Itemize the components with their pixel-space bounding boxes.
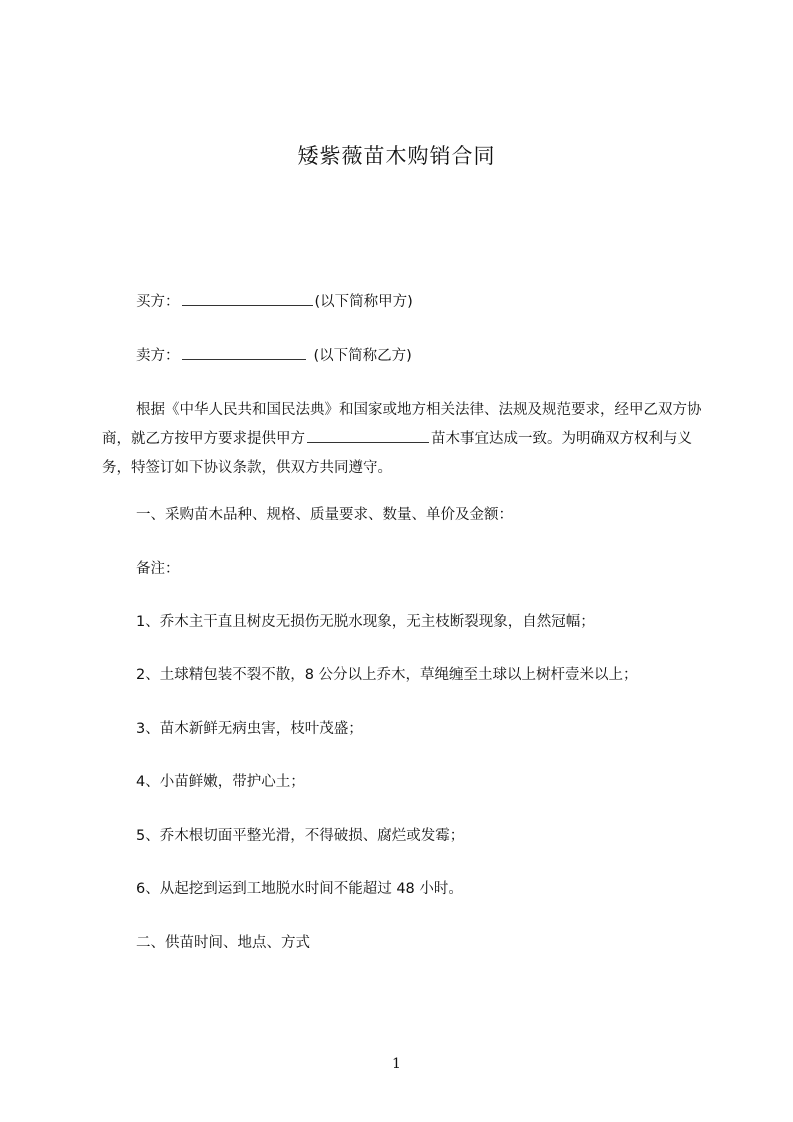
note-item: 3、苗木新鲜无病虫害，枝叶茂盛； (136, 721, 363, 737)
notes-label: 备注： (136, 561, 180, 577)
section-2-heading: 二、供苗时间、地点、方式 (136, 935, 310, 951)
note-item: 1、乔木主干直且树皮无损伤无脱水现象，无主枝断裂现象，自然冠幅； (136, 614, 595, 630)
buyer-line (136, 291, 413, 312)
buyer-blank (182, 291, 313, 306)
intro-text-1: 根据《中华人民共和国民法典》和国家或地方相关法律、法规及规范要求，经甲乙双方协商，就乙方按甲方要求提供甲方 (102, 402, 702, 447)
page-number: 1 (392, 1056, 401, 1072)
note-item: 6、从起挖到运到工地脱水时间不能超过 48 小时。 (136, 881, 463, 897)
intro-blank (307, 428, 429, 443)
note-item: 4、小苗鲜嫩，带护心土； (136, 774, 305, 790)
section-1-heading: 一、采购苗木品种、规格、质量要求、数量、单价及金额： (136, 507, 513, 523)
seller-blank (182, 345, 306, 360)
note-item: 5、乔木根切面平整光滑，不得破损、腐烂或发霉； (136, 828, 465, 844)
intro-paragraph (102, 396, 702, 483)
seller-line (136, 345, 412, 366)
seller-label: 卖方： (136, 348, 180, 364)
page-title: 矮紫薇苗木购销合同 (297, 144, 496, 168)
intro-text-2: 苗木事宜达成一致。为明确双方权利与义务，特签订如下协议条款，供双方共同遵守。 (102, 431, 692, 476)
buyer-label: 买方： (136, 294, 180, 310)
note-item: 2、土球精包装不裂不散，8 公分以上乔木，草绳缠至土球以上树杆壹米以上； (136, 667, 638, 683)
buyer-suffix: (以下简称甲方) (314, 294, 413, 310)
seller-suffix: (以下简称乙方) (313, 348, 412, 364)
